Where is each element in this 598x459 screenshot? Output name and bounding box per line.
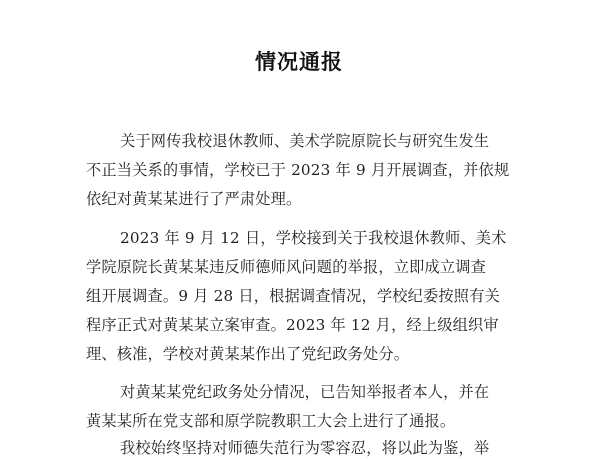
paragraph-line: 理、核准，学校对黄某某作出了党纪政务处分。	[86, 345, 410, 363]
paragraph-line: 依纪对黄某某进行了严肃处理。	[86, 190, 302, 208]
paragraph-line: 组开展调查。9 月 28 日，根据调查情况，学校纪委按照有关	[86, 287, 500, 305]
paragraph-line: 不正当关系的事情，学校已于 2023 年 9 月开展调查，并依规	[86, 161, 510, 179]
paragraph-line: 我校始终坚持对师德失范行为零容忍，将以此为鉴，举	[120, 439, 490, 457]
document-title: 情况通报	[255, 49, 343, 74]
paragraph-line: 对黄某某党纪政务处分情况，已告知举报者本人，并在	[120, 383, 490, 401]
paragraph-line: 关于网传我校退休教师、美术学院原院长与研究生发生	[120, 132, 490, 150]
paragraph-line: 程序正式对黄某某立案审查。2023 年 12 月，经上级组织审	[86, 316, 499, 334]
paragraph-line: 2023 年 9 月 12 日，学校接到关于我校退休教师、美术	[120, 229, 507, 247]
paragraph-line: 学院原院长黄某某违反师德师风问题的举报，立即成立调查	[86, 258, 487, 276]
paragraph-line: 黄某某所在党支部和原学院教职工大会上进行了通报。	[86, 412, 456, 430]
